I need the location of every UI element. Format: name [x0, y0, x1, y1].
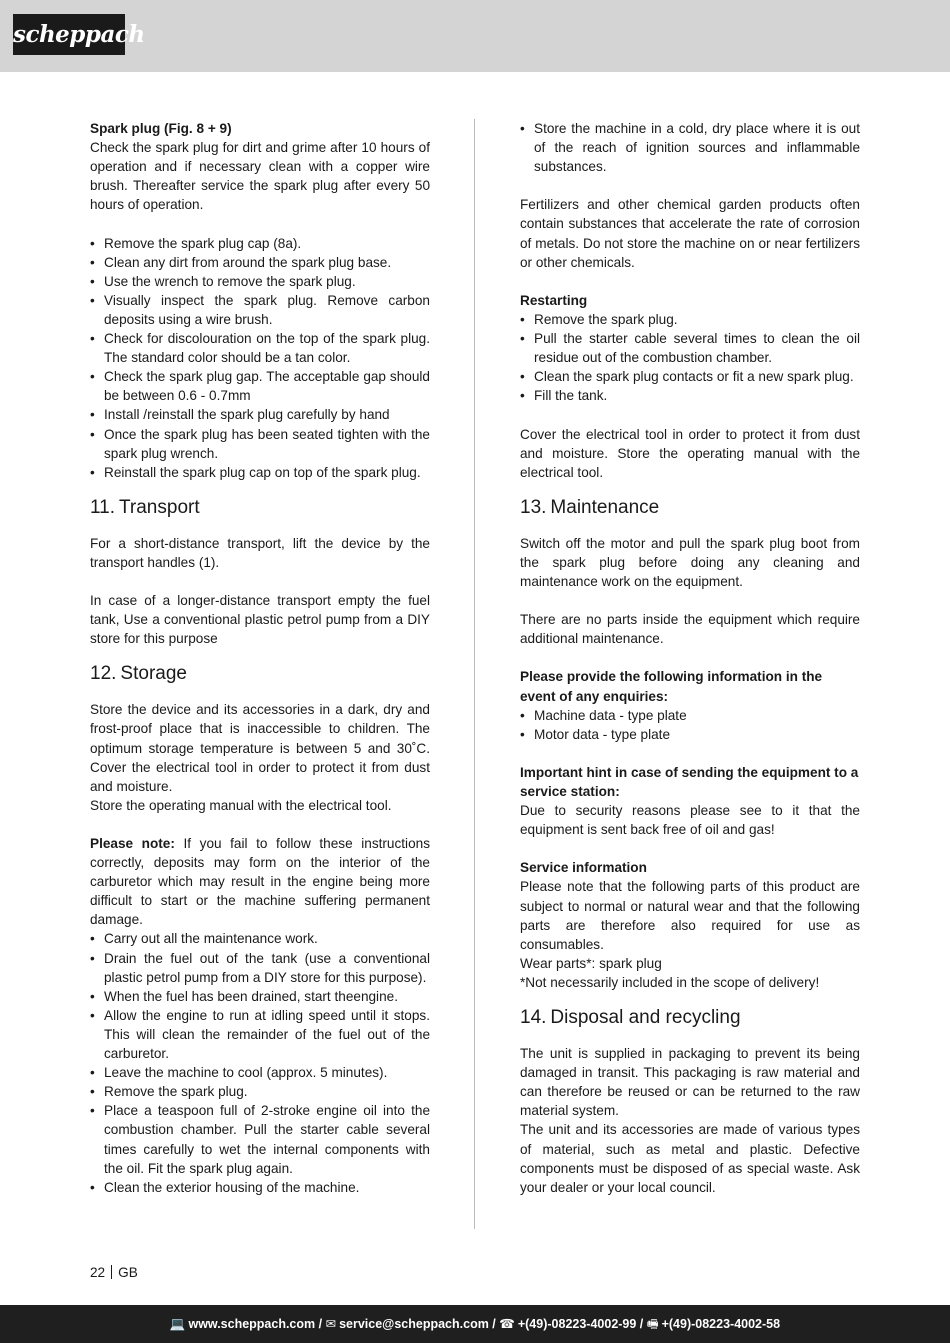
info-list	[520, 706, 860, 744]
email-icon: ✉	[325, 1317, 337, 1331]
section-title: Transport	[119, 496, 200, 518]
list-item: • Clean the spark plug contacts or fit a new spark plug.	[520, 367, 860, 386]
page-number	[90, 1264, 138, 1282]
section-title: Storage	[120, 663, 187, 685]
list-item: • Clean any dirt from around the spark plug base.	[90, 253, 430, 272]
cover-paragraph: Cover the electrical tool in order to protect it from dust and moisture. Store the operating manual with the electrical tool.	[520, 426, 860, 480]
storage-list	[90, 929, 430, 1196]
maintenance-paragraph: There are no parts inside the equipment which require additional maintenance.	[520, 612, 860, 647]
service-paragraph: Please note that the following parts of this product are subject to normal or natural wear and that the following parts are therefore also required for use as consumables.	[520, 879, 860, 952]
section-number: 12.	[90, 663, 117, 685]
footer-bar	[0, 1305, 950, 1343]
fax-number: +(49)-08223-4002-58	[661, 1317, 781, 1331]
list-item: • Store the machine in a cold, dry place where it is out of the reach of ignition sources and inflammable substances.	[520, 119, 860, 176]
column-divider	[474, 119, 475, 1229]
fax-icon: 🖷	[646, 1317, 659, 1331]
list-item: • Remove the spark plug cap (8a).	[90, 234, 430, 253]
transport-paragraph: In case of a longer-distance transport empty the fuel tank, Use a conventional plastic petrol pump from a DIY store for this purpose	[90, 593, 430, 647]
note-label: Please note:	[90, 836, 175, 851]
spark-plug-heading: Spark plug (Fig. 8 + 9)	[90, 121, 232, 136]
list-item: • Place a teaspoon full of 2-stroke engine oil into the combustion chamber. Pull the starter cable several times carefully to wet the internal components with the oil. Fit the spark plug again.	[90, 1101, 430, 1177]
hint-paragraph: Due to security reasons please see to it that the equipment is sent back free of oil and gas!	[520, 803, 860, 838]
info-heading: Please provide the following information in the event of any enquiries:	[520, 669, 823, 704]
wear-parts: Wear parts*: spark plug	[520, 955, 662, 971]
fertilizer-paragraph: Fertilizers and other chemical garden products often contain substances that accelerate the rate of corrosion of metals. Do not store the machine on or near fertilizers or other chemicals.	[520, 197, 860, 270]
list-item: • Pull the starter cable several times to clean the oil residue out of the combustion chamber.	[520, 329, 860, 367]
note-text: If you fail to follow these instructions correctly, deposits may form on the interior of the carburetor which may result in the engine being more difficult to start or the machine suffering permanent damage.	[90, 836, 430, 928]
section-title: Maintenance	[550, 496, 660, 518]
restarting-list	[520, 310, 860, 405]
restarting-heading: Restarting	[520, 292, 588, 308]
list-item: • Use the wrench to remove the spark plug.	[90, 272, 430, 291]
storage-heading	[90, 662, 430, 686]
right-column	[520, 119, 860, 1197]
storage-paragraph: Store the device and its accessories in a dark, dry and frost-proof place that is inaccessible to children. The optimum storage temperature is between 5 and 30˚C. Cover the electrical tool in order to protect it from dust and moisture.	[90, 702, 430, 794]
scheppach-logo: scheppach	[13, 14, 125, 55]
phone-number: +(49)-08223-4002-99 /	[517, 1317, 644, 1331]
storage-paragraph: Store the operating manual with the electrical tool.	[90, 797, 392, 813]
list-item: • Remove the spark plug.	[90, 1082, 430, 1101]
store-list	[520, 119, 860, 176]
section-title: Disposal and recycling	[550, 1007, 741, 1029]
spark-plug-list	[90, 234, 430, 482]
left-column	[90, 119, 430, 1197]
transport-heading	[90, 496, 430, 520]
header-bar	[0, 0, 950, 72]
section-number: 11.	[90, 496, 116, 518]
list-item: • Check for discolouration on the top of the spark plug. The standard color should be a tan color.	[90, 329, 430, 367]
maintenance-heading	[520, 496, 860, 520]
list-item: • Leave the machine to cool (approx. 5 minutes).	[90, 1063, 430, 1082]
computer-icon: 💻	[169, 1317, 186, 1331]
email-link[interactable]: service@scheppach.com /	[339, 1317, 496, 1331]
spark-plug-intro: Check the spark plug for dirt and grime after 10 hours of operation and if necessary clean with a copper wire brush. Thereafter service the spark plug after every 50 hours of operation.	[90, 140, 430, 213]
transport-paragraph: For a short-distance transport, lift the device by the transport handles (1).	[90, 535, 430, 570]
list-item: • Drain the fuel out of the tank (use a conventional plastic petrol pump from a DIY store for this purpose).	[90, 949, 430, 987]
hint-heading: Important hint in case of sending the equipment to a service station:	[520, 764, 859, 799]
phone-icon: ☎	[499, 1317, 515, 1331]
storage-note	[90, 834, 430, 929]
page-language: GB	[118, 1265, 138, 1280]
list-item: • Install /reinstall the spark plug carefully by hand	[90, 405, 430, 424]
list-item: • When the fuel has been drained, start theengine.	[90, 987, 430, 1006]
list-item: • Clean the exterior housing of the machine.	[90, 1178, 430, 1197]
section-number: 14.	[520, 1007, 547, 1029]
list-item: • Machine data - type plate	[520, 706, 860, 725]
page-number-value: 22	[90, 1265, 106, 1280]
disposal-heading	[520, 1006, 860, 1030]
list-item: • Motor data - type plate	[520, 725, 860, 744]
not-included-note: *Not necessarily included in the scope of delivery!	[520, 974, 820, 990]
disposal-paragraph: The unit is supplied in packaging to prevent its being damaged in transit. This packaging is raw material and can therefore be reused or can be returned to the raw material system.	[520, 1046, 860, 1119]
list-item: • Allow the engine to run at idling speed until it stops. This will clean the remainder of the fuel out of the carburetor.	[90, 1006, 430, 1063]
disposal-paragraph: The unit and its accessories are made of various types of material, such as metal and plastic. Defective components must be disposed of as special waste. Ask your dealer or your local council.	[520, 1122, 860, 1195]
list-item: • Once the spark plug has been seated tighten with the spark plug wrench.	[90, 425, 430, 463]
list-item: • Remove the spark plug.	[520, 310, 860, 329]
maintenance-paragraph: Switch off the motor and pull the spark plug boot from the spark plug before doing any cleaning and maintenance work on the equipment.	[520, 535, 860, 589]
list-item: • Visually inspect the spark plug. Remove carbon deposits using a wire brush.	[90, 291, 430, 329]
list-item: • Carry out all the maintenance work.	[90, 929, 430, 948]
service-heading: Service information	[520, 860, 647, 876]
list-item: • Reinstall the spark plug cap on top of the spark plug.	[90, 463, 430, 482]
list-item: • Fill the tank.	[520, 386, 860, 405]
website-link[interactable]: www.scheppach.com /	[188, 1317, 323, 1331]
list-item: • Check the spark plug gap. The acceptable gap should be between 0.6 - 0.7mm	[90, 367, 430, 405]
section-number: 13.	[520, 496, 547, 518]
